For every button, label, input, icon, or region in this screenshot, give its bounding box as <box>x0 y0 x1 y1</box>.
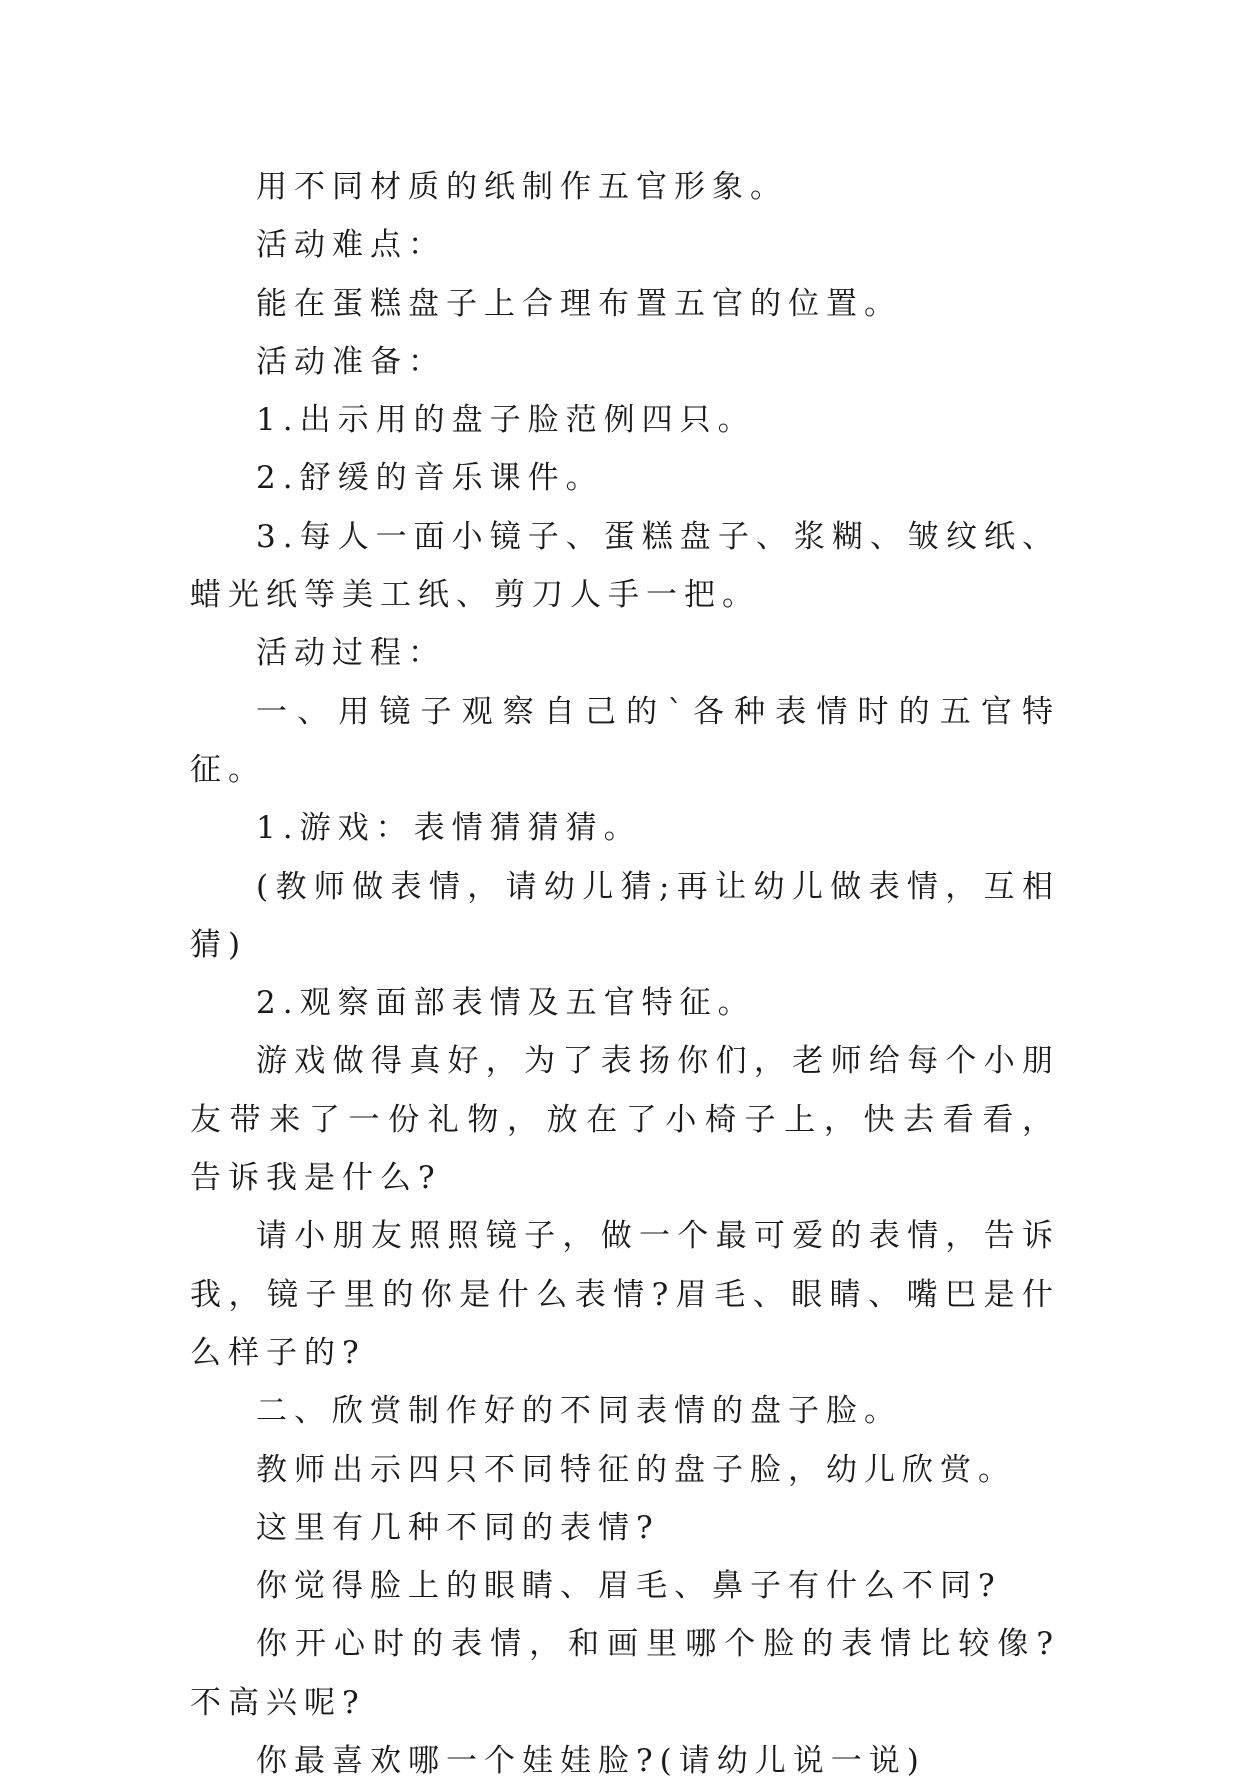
paragraph-6: 2.舒缓的音乐课件。 <box>256 460 604 497</box>
paragraph-18: 你觉得脸上的眼睛、眉毛、鼻子有什么不同? <box>256 1568 1002 1605</box>
paragraph-20: 你最喜欢哪一个娃娃脸?(请幼儿说一说) <box>256 1743 926 1780</box>
paragraph-3: 能在蛋糕盘子上合理布置五官的位置。 <box>256 285 902 322</box>
paragraph-5: 1.出示用的盘子脸范例四只。 <box>256 402 756 439</box>
paragraph-12: 2.观察面部表情及五官特征。 <box>256 985 756 1022</box>
paragraph-15: 二、欣赏制作好的不同表情的盘子脸。 <box>256 1393 902 1430</box>
paragraph-9: 一、用镜子观察自己的`各种表情时的五官特征。 <box>190 693 1060 788</box>
paragraph-4: 活动准备： <box>256 343 446 380</box>
paragraph-14: 请小朋友照照镜子，做一个最可爱的表情，告诉我，镜子里的你是什么表情?眉毛、眼睛、嘴巴是什么样子的? <box>190 1218 1060 1371</box>
paragraph-1: 用不同材质的纸制作五官形象。 <box>256 169 788 205</box>
paragraph-8: 活动过程： <box>256 635 446 672</box>
paragraph-17: 这里有几种不同的表情? <box>256 1509 660 1546</box>
paragraph-19: 你开心时的表情，和画里哪个脸的表情比较像?不高兴呢? <box>190 1626 1060 1721</box>
document-body <box>190 158 1060 1790</box>
paragraph-11: (教师做表情，请幼儿猜;再让幼儿做表情，互相猜) <box>190 868 1060 963</box>
paragraph-16: 教师出示四只不同特征的盘子脸，幼儿欣赏。 <box>256 1451 1016 1488</box>
paragraph-2: 活动难点： <box>256 227 446 264</box>
paragraph-10: 1.游戏：表情猜猜猜。 <box>256 810 642 847</box>
paragraph-13: 游戏做得真好，为了表扬你们，老师给每个小朋友带来了一份礼物，放在了小椅子上，快去看看，告诉我是什么? <box>190 1043 1060 1197</box>
paragraph-7: 3.每人一面小镜子、蛋糕盘子、浆糊、皱纹纸、蜡光纸等美工纸、剪刀人手一把。 <box>190 518 1060 614</box>
